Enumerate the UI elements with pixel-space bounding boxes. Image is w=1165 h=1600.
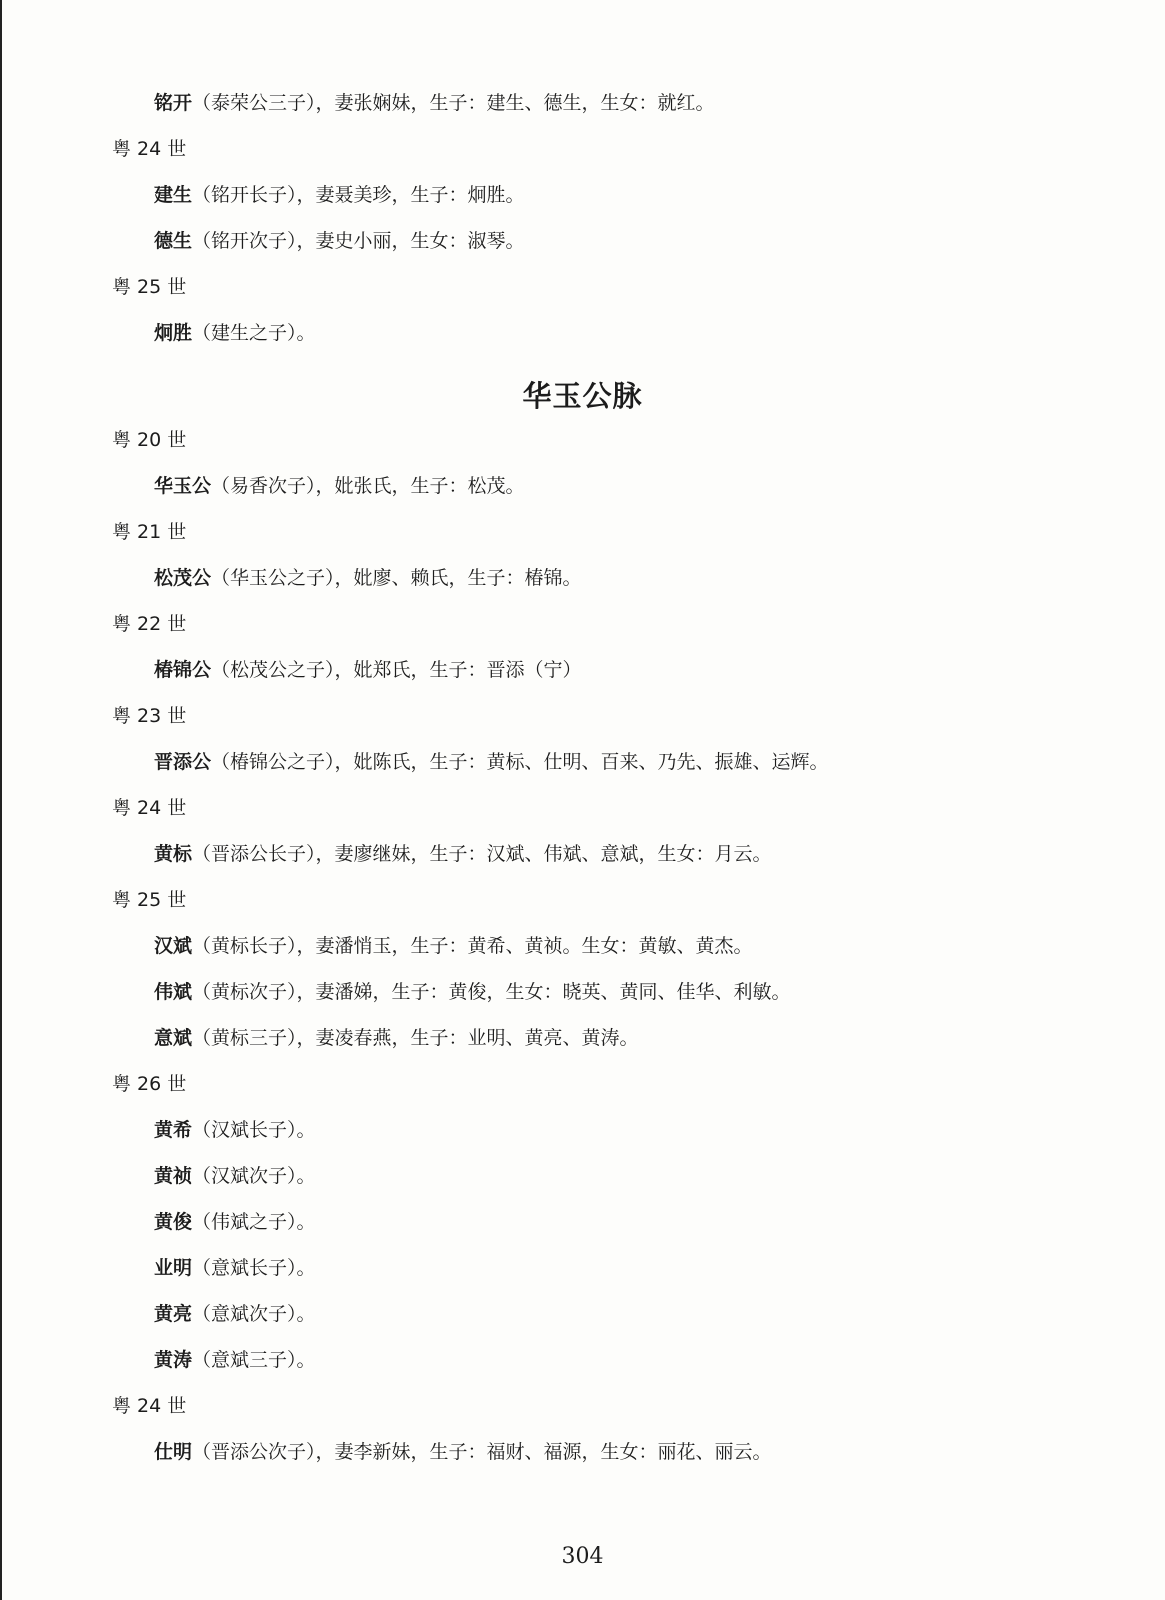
genealogy-entry [154,1164,316,1188]
entry-text: （意斌长子）。 [192,1257,316,1279]
person-name: 业明 [154,1257,193,1279]
genealogy-entry [154,1440,772,1464]
genealogy-entry [154,750,829,774]
genealogy-entry [154,183,525,207]
generation-heading: 粤 21 世 [112,521,187,543]
person-name: 铭开 [154,92,193,114]
entry-text: （易香次子），妣张氏，生子：松茂。 [211,475,525,497]
person-name: 仕明 [154,1441,193,1463]
entry-text: （泰荣公三子），妻张娴妹，生子：建生、德生，生女：就红。 [192,92,715,114]
person-name: 黄涛 [154,1349,193,1371]
person-name: 黄祯 [154,1165,193,1187]
generation-heading: 粤 24 世 [112,138,187,160]
entry-text: （铭开次子），妻史小丽，生女：淑琴。 [192,230,525,252]
person-name: 黄亮 [154,1303,193,1325]
genealogy-entry [154,1256,316,1280]
genealogy-entry [154,1118,316,1142]
person-name: 黄俊 [154,1211,193,1233]
entry-text: （晋添公次子），妻李新妹，生子：福财、福源，生女：丽花、丽云。 [192,1441,772,1463]
person-name: 汉斌 [154,935,193,957]
person-name: 晋添公 [154,751,212,773]
person-name: 椿锦公 [154,659,212,681]
entry-text: （意斌次子）。 [192,1303,316,1325]
entry-text: （华玉公之子），妣廖、赖氏，生子：椿锦。 [211,567,582,589]
person-name: 松茂公 [154,567,212,589]
genealogy-entry [154,1302,316,1326]
generation-heading: 粤 24 世 [112,1395,187,1417]
generation-heading: 粤 24 世 [112,797,187,819]
entry-text: （晋添公长子），妻廖继妹，生子：汉斌、伟斌、意斌，生女：月云。 [192,843,772,865]
genealogy-entry [154,980,791,1004]
entry-text: （黄标长子），妻潘悄玉，生子：黄希、黄祯。生女：黄敏、黄杰。 [192,935,753,957]
generation-heading: 粤 25 世 [112,276,187,298]
entry-text: （黄标三子），妻凌春燕，生子：业明、黄亮、黄涛。 [192,1027,639,1049]
genealogy-entry [154,842,772,866]
entry-text: （意斌三子）。 [192,1349,316,1371]
generation-heading: 粤 23 世 [112,705,187,727]
entry-text: （椿锦公之子），妣陈氏，生子：黄标、仕明、百来、乃先、振雄、运辉。 [211,751,829,773]
entry-text: （黄标次子），妻潘娣，生子：黄俊，生女：晓英、黄同、佳华、利敏。 [192,981,791,1003]
genealogy-entry [154,934,753,958]
person-name: 伟斌 [154,981,193,1003]
person-name: 炯胜 [154,322,193,344]
generation-heading: 粤 20 世 [112,429,187,451]
generation-heading: 粤 25 世 [112,889,187,911]
person-name: 建生 [154,184,193,206]
genealogy-entry [154,658,582,682]
genealogy-entry [154,229,525,253]
genealogy-entry [154,474,525,498]
entry-text: （铭开长子），妻聂美珍，生子：炯胜。 [192,184,525,206]
person-name: 华玉公 [154,475,212,497]
person-name: 意斌 [154,1027,193,1049]
entry-text: （汉斌次子）。 [192,1165,316,1187]
genealogy-entry [154,1348,316,1372]
genealogy-entry [154,1210,316,1234]
entry-text: （建生之子）。 [192,322,316,344]
genealogy-entry [154,321,316,345]
genealogy-entry [154,566,582,590]
generation-heading: 粤 22 世 [112,613,187,635]
person-name: 黄标 [154,843,193,865]
page-number: 304 [561,1544,604,1569]
section-title: 华玉公脉 [522,379,643,413]
genealogy-entry [154,1026,639,1050]
entry-text: （松茂公之子），妣郑氏，生子：晋添（宁） [211,659,582,681]
entry-text: （汉斌长子）。 [192,1119,316,1141]
genealogy-entry [154,91,715,115]
generation-heading: 粤 26 世 [112,1073,187,1095]
person-name: 黄希 [154,1119,193,1141]
entry-text: （伟斌之子）。 [192,1211,316,1233]
person-name: 德生 [154,230,193,252]
